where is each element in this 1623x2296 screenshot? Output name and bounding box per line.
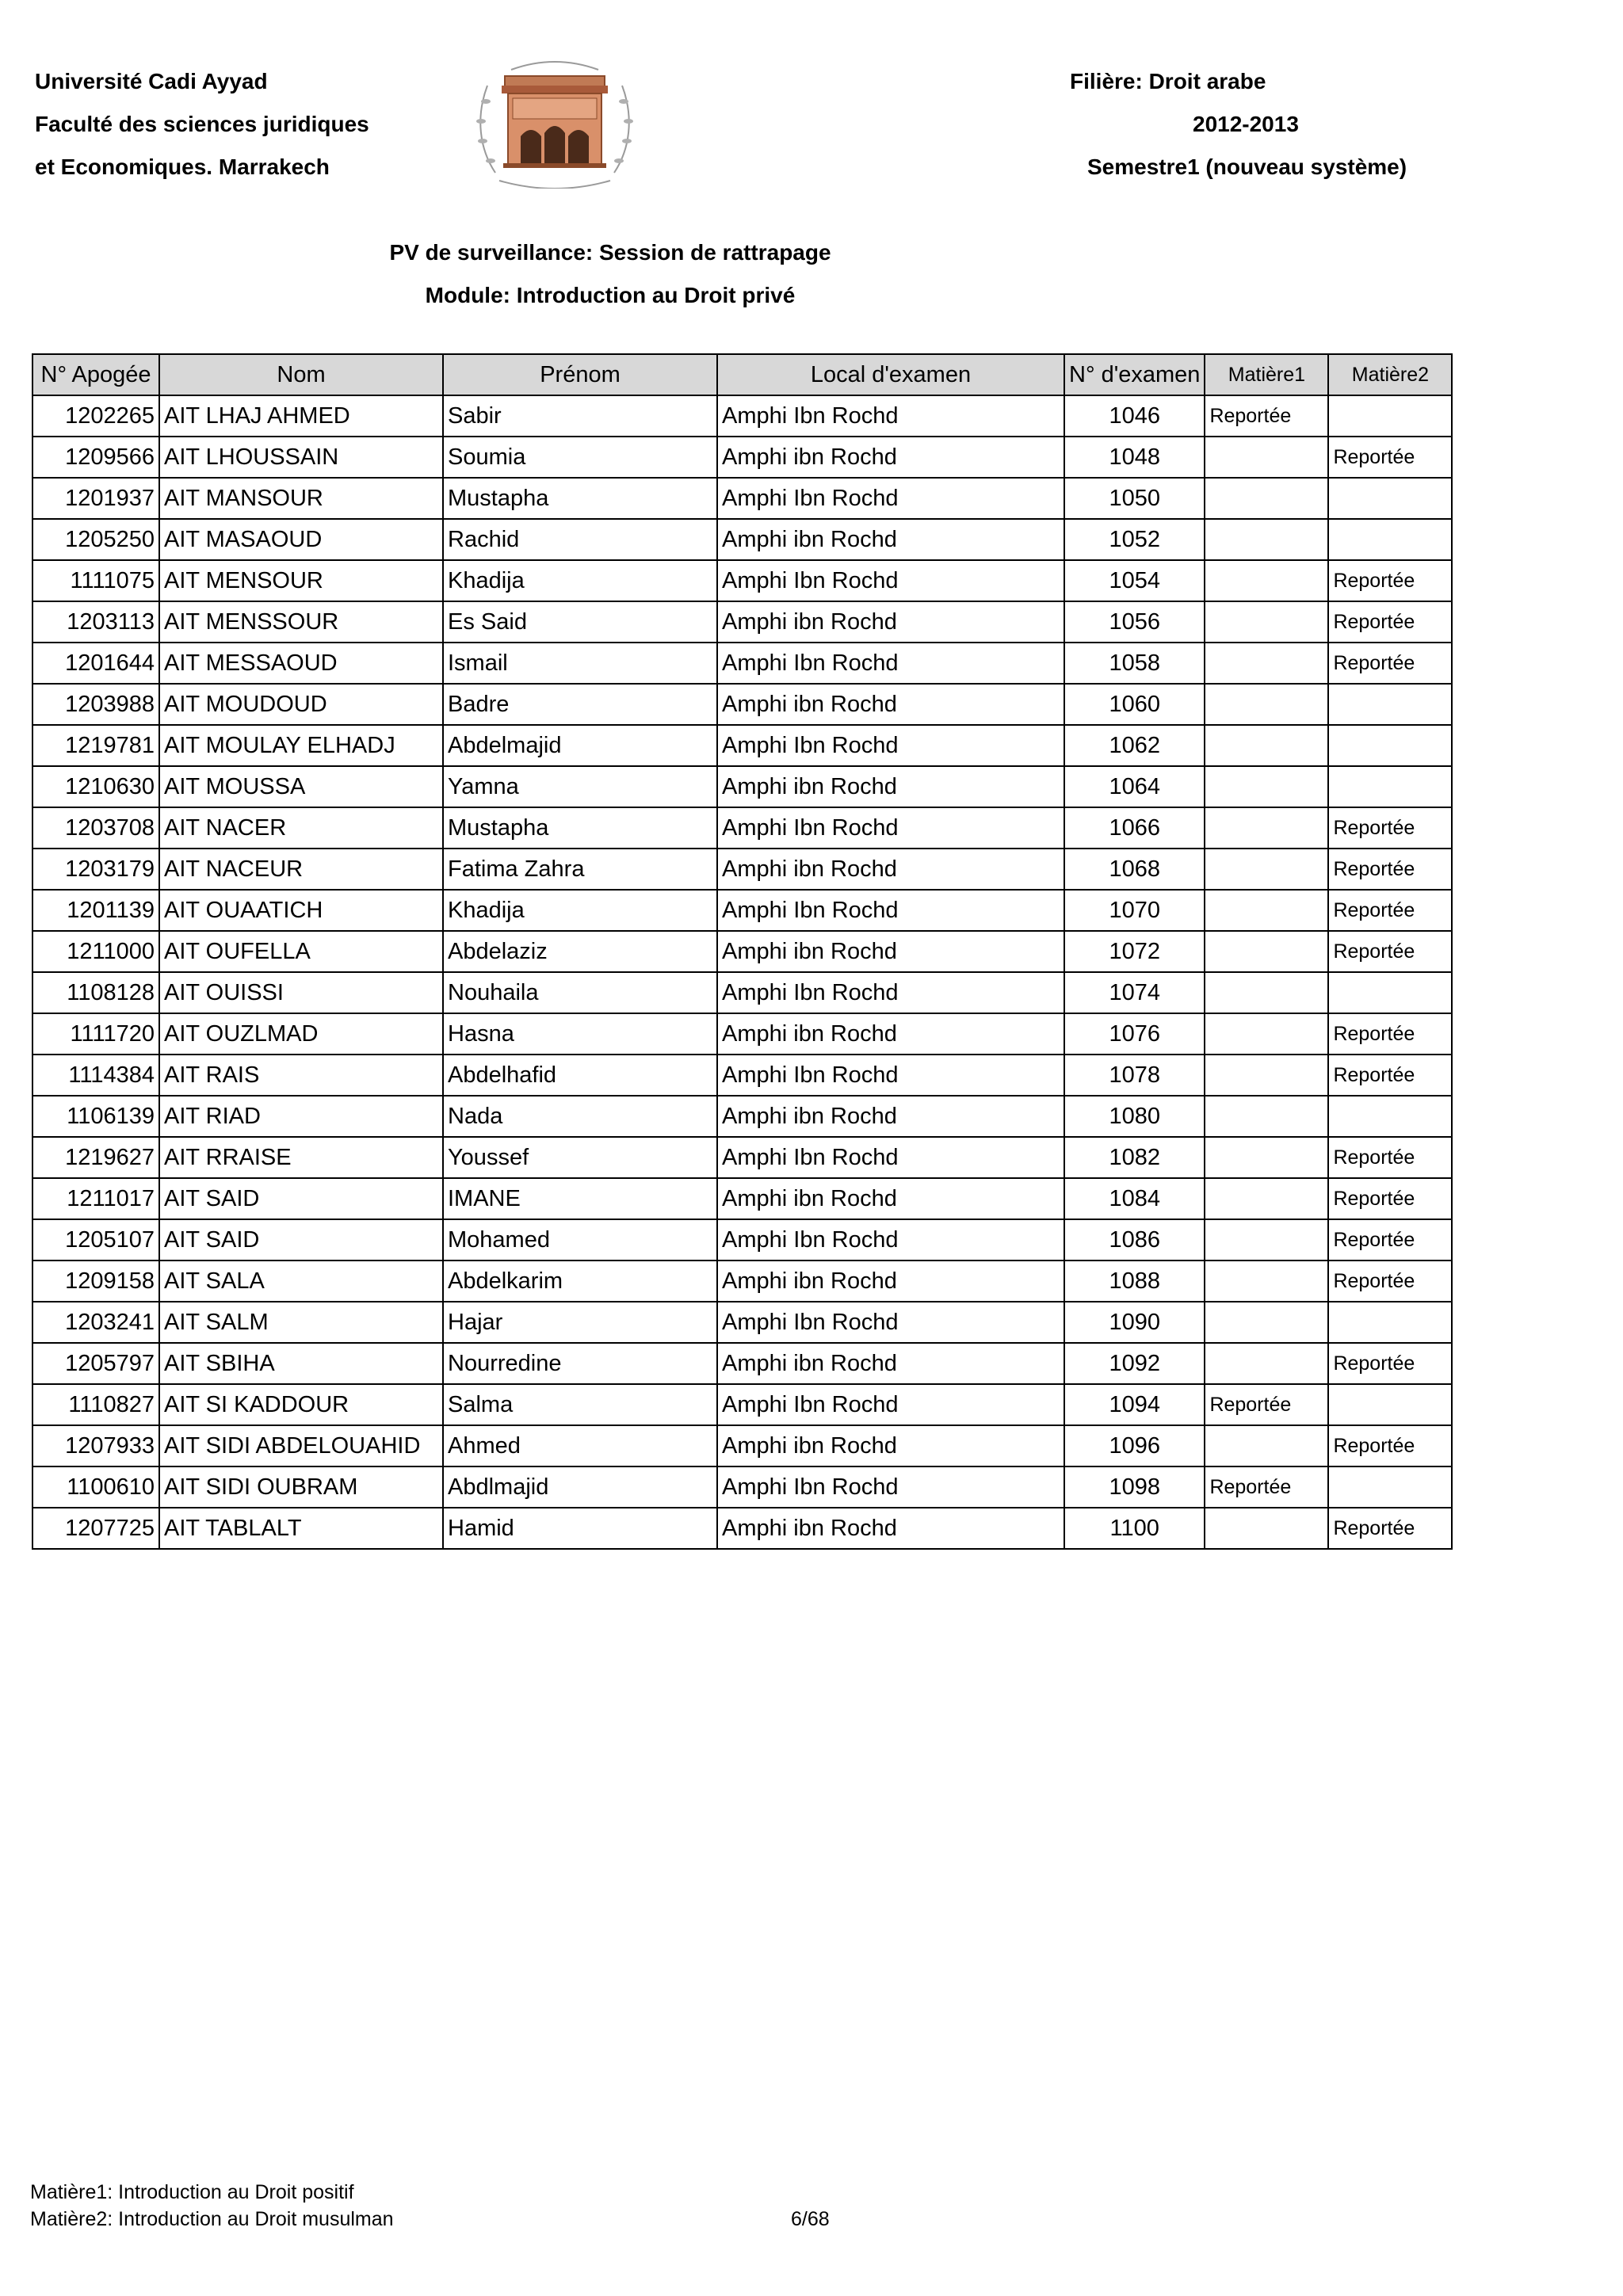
cell-exam-number: 1080 <box>1064 1096 1205 1137</box>
cell-nom: AIT MENSOUR <box>159 560 443 601</box>
table-row <box>32 437 1452 478</box>
students-table <box>32 353 1453 1550</box>
cell-matiere1 <box>1205 849 1328 890</box>
cell-prenom: Khadija <box>443 890 717 931</box>
cell-prenom: Salma <box>443 1384 717 1425</box>
cell-local: Amphi ibn Rochd <box>717 1261 1064 1302</box>
cell-apogee: 1106139 <box>32 1096 159 1137</box>
cell-prenom: Soumia <box>443 437 717 478</box>
cell-apogee: 1207725 <box>32 1508 159 1549</box>
cell-matiere1 <box>1205 766 1328 807</box>
cell-matiere2: Reportée <box>1328 807 1452 849</box>
cell-apogee: 1110827 <box>32 1384 159 1425</box>
cell-matiere2: Reportée <box>1328 643 1452 684</box>
cell-matiere2 <box>1328 1466 1452 1508</box>
cell-local: Amphi ibn Rochd <box>717 437 1064 478</box>
cell-prenom: Ahmed <box>443 1425 717 1466</box>
cell-matiere2 <box>1328 684 1452 725</box>
document-titles <box>333 239 888 325</box>
cell-matiere2 <box>1328 766 1452 807</box>
cell-prenom: Abdlmajid <box>443 1466 717 1508</box>
table-row <box>32 1219 1452 1261</box>
cell-exam-number: 1048 <box>1064 437 1205 478</box>
cell-local: Amphi ibn Rochd <box>717 519 1064 560</box>
cell-prenom: Nada <box>443 1096 717 1137</box>
cell-exam-number: 1082 <box>1064 1137 1205 1178</box>
cell-local: Amphi Ibn Rochd <box>717 1055 1064 1096</box>
cell-matiere1: Reportée <box>1205 395 1328 437</box>
cell-apogee: 1111075 <box>32 560 159 601</box>
cell-local: Amphi ibn Rochd <box>717 1096 1064 1137</box>
university-header <box>35 68 369 196</box>
cell-matiere2 <box>1328 395 1452 437</box>
table-row <box>32 1096 1452 1137</box>
cell-local: Amphi ibn Rochd <box>717 1013 1064 1055</box>
cell-matiere1 <box>1205 931 1328 972</box>
table-row <box>32 1137 1452 1178</box>
cell-nom: AIT OUFELLA <box>159 931 443 972</box>
table-row <box>32 643 1452 684</box>
cell-exam-number: 1096 <box>1064 1425 1205 1466</box>
cell-matiere2: Reportée <box>1328 1013 1452 1055</box>
cell-matiere1 <box>1205 560 1328 601</box>
academic-year: 2012-2013 <box>1193 112 1299 136</box>
cell-apogee: 1203988 <box>32 684 159 725</box>
cell-apogee: 1203113 <box>32 601 159 643</box>
cell-apogee: 1209158 <box>32 1261 159 1302</box>
cell-matiere1 <box>1205 807 1328 849</box>
cell-prenom: Es Said <box>443 601 717 643</box>
cell-nom: AIT RRAISE <box>159 1137 443 1178</box>
cell-exam-number: 1078 <box>1064 1055 1205 1096</box>
cell-prenom: Khadija <box>443 560 717 601</box>
cell-matiere1 <box>1205 890 1328 931</box>
cell-apogee: 1210630 <box>32 766 159 807</box>
cell-matiere2: Reportée <box>1328 1219 1452 1261</box>
table-row <box>32 1384 1452 1425</box>
university-name: Université Cadi Ayyad <box>35 69 268 93</box>
cell-prenom: Ismail <box>443 643 717 684</box>
cell-exam-number: 1056 <box>1064 601 1205 643</box>
table-header-row <box>32 354 1452 395</box>
cell-exam-number: 1050 <box>1064 478 1205 519</box>
cell-prenom: Abdelmajid <box>443 725 717 766</box>
cell-exam-number: 1070 <box>1064 890 1205 931</box>
table-row <box>32 1261 1452 1302</box>
cell-apogee: 1201139 <box>32 890 159 931</box>
cell-nom: AIT RAIS <box>159 1055 443 1096</box>
cell-prenom: Mustapha <box>443 807 717 849</box>
cell-matiere1 <box>1205 1302 1328 1343</box>
cell-matiere2 <box>1328 1096 1452 1137</box>
cell-prenom: IMANE <box>443 1178 717 1219</box>
cell-matiere1 <box>1205 1137 1328 1178</box>
table-row <box>32 560 1452 601</box>
cell-apogee: 1203241 <box>32 1302 159 1343</box>
table-row <box>32 601 1452 643</box>
table-row <box>32 849 1452 890</box>
table-row <box>32 519 1452 560</box>
table-row <box>32 1013 1452 1055</box>
cell-matiere2: Reportée <box>1328 1137 1452 1178</box>
semester: Semestre1 (nouveau système) <box>1087 154 1407 179</box>
cell-exam-number: 1060 <box>1064 684 1205 725</box>
cell-local: Amphi Ibn Rochd <box>717 807 1064 849</box>
column-header-prenom: Prénom <box>443 354 717 395</box>
cell-local: Amphi ibn Rochd <box>717 1343 1064 1384</box>
table-body <box>32 395 1452 1549</box>
cell-exam-number: 1090 <box>1064 1302 1205 1343</box>
column-header-nom: Nom <box>159 354 443 395</box>
cell-matiere1 <box>1205 1508 1328 1549</box>
cell-prenom: Abdelhafid <box>443 1055 717 1096</box>
cell-matiere1 <box>1205 478 1328 519</box>
cell-apogee: 1201937 <box>32 478 159 519</box>
cell-nom: AIT MENSSOUR <box>159 601 443 643</box>
table-row <box>32 395 1452 437</box>
cell-exam-number: 1094 <box>1064 1384 1205 1425</box>
cell-prenom: Hamid <box>443 1508 717 1549</box>
column-header-local: Local d'examen <box>717 354 1064 395</box>
cell-local: Amphi ibn Rochd <box>717 849 1064 890</box>
cell-matiere2: Reportée <box>1328 1261 1452 1302</box>
cell-nom: AIT OUAATICH <box>159 890 443 931</box>
cell-nom: AIT SBIHA <box>159 1343 443 1384</box>
cell-prenom: Mohamed <box>443 1219 717 1261</box>
cell-prenom: Abdelkarim <box>443 1261 717 1302</box>
column-header-matiere2: Matière2 <box>1328 354 1452 395</box>
cell-matiere1 <box>1205 1219 1328 1261</box>
cell-prenom: Hajar <box>443 1302 717 1343</box>
cell-matiere1 <box>1205 643 1328 684</box>
cell-matiere2: Reportée <box>1328 1508 1452 1549</box>
cell-nom: AIT SIDI ABDELOUAHID <box>159 1425 443 1466</box>
legend-matiere2: Matière2: Introduction au Droit musulman <box>30 2208 394 2230</box>
session-title: PV de surveillance: Session de rattrapage <box>389 240 831 265</box>
cell-apogee: 1211000 <box>32 931 159 972</box>
cell-local: Amphi Ibn Rochd <box>717 1384 1064 1425</box>
cell-nom: AIT MESSAOUD <box>159 643 443 684</box>
cell-matiere1 <box>1205 437 1328 478</box>
cell-exam-number: 1076 <box>1064 1013 1205 1055</box>
table-row <box>32 1302 1452 1343</box>
cell-nom: AIT MOULAY ELHADJ <box>159 725 443 766</box>
cell-matiere1 <box>1205 725 1328 766</box>
cell-apogee: 1114384 <box>32 1055 159 1096</box>
cell-matiere2: Reportée <box>1328 931 1452 972</box>
cell-apogee: 1100610 <box>32 1466 159 1508</box>
cell-exam-number: 1054 <box>1064 560 1205 601</box>
cell-matiere2: Reportée <box>1328 1425 1452 1466</box>
cell-apogee: 1219627 <box>32 1137 159 1178</box>
table-row <box>32 1466 1452 1508</box>
table-row <box>32 1425 1452 1466</box>
cell-exam-number: 1064 <box>1064 766 1205 807</box>
cell-matiere2: Reportée <box>1328 437 1452 478</box>
cell-matiere2 <box>1328 972 1452 1013</box>
cell-exam-number: 1074 <box>1064 972 1205 1013</box>
cell-local: Amphi ibn Rochd <box>717 1178 1064 1219</box>
cell-nom: AIT TABLALT <box>159 1508 443 1549</box>
table-row <box>32 807 1452 849</box>
cell-nom: AIT NACER <box>159 807 443 849</box>
cell-nom: AIT OUISSI <box>159 972 443 1013</box>
university-logo <box>464 54 646 189</box>
cell-local: Amphi Ibn Rochd <box>717 890 1064 931</box>
cell-matiere2 <box>1328 519 1452 560</box>
cell-apogee: 1108128 <box>32 972 159 1013</box>
cell-apogee: 1219781 <box>32 725 159 766</box>
cell-nom: AIT SALM <box>159 1302 443 1343</box>
cell-prenom: Nourredine <box>443 1343 717 1384</box>
cell-nom: AIT LHAJ AHMED <box>159 395 443 437</box>
cell-matiere1: Reportée <box>1205 1384 1328 1425</box>
column-header-matiere1: Matière1 <box>1205 354 1328 395</box>
cell-exam-number: 1098 <box>1064 1466 1205 1508</box>
legend-matiere1: Matière1: Introduction au Droit positif <box>30 2181 354 2203</box>
cell-local: Amphi Ibn Rochd <box>717 560 1064 601</box>
cell-matiere2: Reportée <box>1328 849 1452 890</box>
faculty-city: et Economiques. Marrakech <box>35 154 330 179</box>
cell-prenom: Rachid <box>443 519 717 560</box>
cell-local: Amphi Ibn Rochd <box>717 1466 1064 1508</box>
cell-matiere2: Reportée <box>1328 601 1452 643</box>
table-row <box>32 1508 1452 1549</box>
program-name: Filière: Droit arabe <box>1070 69 1266 93</box>
cell-exam-number: 1046 <box>1064 395 1205 437</box>
cell-local: Amphi Ibn Rochd <box>717 395 1064 437</box>
cell-matiere2: Reportée <box>1328 1178 1452 1219</box>
cell-nom: AIT SAID <box>159 1178 443 1219</box>
footer-legend <box>30 2179 394 2233</box>
cell-local: Amphi ibn Rochd <box>717 931 1064 972</box>
cell-apogee: 1203179 <box>32 849 159 890</box>
cell-matiere1 <box>1205 1013 1328 1055</box>
cell-prenom: Hasna <box>443 1013 717 1055</box>
table-row <box>32 684 1452 725</box>
table-row <box>32 1178 1452 1219</box>
cell-matiere1 <box>1205 972 1328 1013</box>
cell-exam-number: 1072 <box>1064 931 1205 972</box>
cell-matiere2 <box>1328 1302 1452 1343</box>
cell-apogee: 1201644 <box>32 643 159 684</box>
cell-exam-number: 1086 <box>1064 1219 1205 1261</box>
cell-matiere1 <box>1205 601 1328 643</box>
cell-local: Amphi Ibn Rochd <box>717 1137 1064 1178</box>
cell-local: Amphi Ibn Rochd <box>717 1219 1064 1261</box>
cell-nom: AIT SALA <box>159 1261 443 1302</box>
cell-matiere1 <box>1205 684 1328 725</box>
cell-matiere1 <box>1205 1178 1328 1219</box>
column-header-exam-number: N° d'examen <box>1064 354 1205 395</box>
cell-matiere1 <box>1205 519 1328 560</box>
cell-prenom: Youssef <box>443 1137 717 1178</box>
cell-apogee: 1205797 <box>32 1343 159 1384</box>
table-row <box>32 766 1452 807</box>
cell-local: Amphi Ibn Rochd <box>717 1302 1064 1343</box>
cell-exam-number: 1100 <box>1064 1508 1205 1549</box>
cell-matiere2 <box>1328 478 1452 519</box>
cell-local: Amphi ibn Rochd <box>717 601 1064 643</box>
cell-prenom: Sabir <box>443 395 717 437</box>
faculty-name: Faculté des sciences juridiques <box>35 112 369 136</box>
cell-apogee: 1205107 <box>32 1219 159 1261</box>
cell-prenom: Badre <box>443 684 717 725</box>
cell-prenom: Yamna <box>443 766 717 807</box>
table-row <box>32 725 1452 766</box>
cell-local: Amphi ibn Rochd <box>717 766 1064 807</box>
cell-apogee: 1205250 <box>32 519 159 560</box>
cell-nom: AIT MASAOUD <box>159 519 443 560</box>
cell-apogee: 1211017 <box>32 1178 159 1219</box>
cell-prenom: Nouhaila <box>443 972 717 1013</box>
cell-local: Amphi Ibn Rochd <box>717 972 1064 1013</box>
cell-prenom: Abdelaziz <box>443 931 717 972</box>
cell-nom: AIT LHOUSSAIN <box>159 437 443 478</box>
cell-prenom: Mustapha <box>443 478 717 519</box>
program-header <box>1030 68 1474 196</box>
cell-matiere1 <box>1205 1261 1328 1302</box>
cell-nom: AIT NACEUR <box>159 849 443 890</box>
cell-exam-number: 1052 <box>1064 519 1205 560</box>
cell-exam-number: 1058 <box>1064 643 1205 684</box>
cell-exam-number: 1068 <box>1064 849 1205 890</box>
cell-matiere1: Reportée <box>1205 1466 1328 1508</box>
cell-matiere2: Reportée <box>1328 560 1452 601</box>
module-title: Module: Introduction au Droit privé <box>425 283 796 307</box>
table-row <box>32 1343 1452 1384</box>
cell-matiere1 <box>1205 1055 1328 1096</box>
cell-nom: AIT MOUSSA <box>159 766 443 807</box>
cell-apogee: 1207933 <box>32 1425 159 1466</box>
table-row <box>32 890 1452 931</box>
cell-exam-number: 1092 <box>1064 1343 1205 1384</box>
table-row <box>32 972 1452 1013</box>
cell-prenom: Fatima Zahra <box>443 849 717 890</box>
table-row <box>32 478 1452 519</box>
page-number: 6/68 <box>791 2208 830 2230</box>
cell-exam-number: 1066 <box>1064 807 1205 849</box>
cell-local: Amphi Ibn Rochd <box>717 478 1064 519</box>
cell-apogee: 1203708 <box>32 807 159 849</box>
cell-exam-number: 1062 <box>1064 725 1205 766</box>
cell-nom: AIT OUZLMAD <box>159 1013 443 1055</box>
cell-exam-number: 1088 <box>1064 1261 1205 1302</box>
cell-local: Amphi ibn Rochd <box>717 1508 1064 1549</box>
column-header-apogee: N° Apogée <box>32 354 159 395</box>
cell-exam-number: 1084 <box>1064 1178 1205 1219</box>
cell-matiere2: Reportée <box>1328 1343 1452 1384</box>
cell-nom: AIT SIDI OUBRAM <box>159 1466 443 1508</box>
cell-matiere2 <box>1328 725 1452 766</box>
cell-apogee: 1209566 <box>32 437 159 478</box>
cell-matiere2: Reportée <box>1328 1055 1452 1096</box>
cell-matiere2: Reportée <box>1328 890 1452 931</box>
cell-local: Amphi Ibn Rochd <box>717 725 1064 766</box>
cell-matiere1 <box>1205 1096 1328 1137</box>
cell-apogee: 1111720 <box>32 1013 159 1055</box>
cell-nom: AIT SI KADDOUR <box>159 1384 443 1425</box>
cell-apogee: 1202265 <box>32 395 159 437</box>
cell-matiere2 <box>1328 1384 1452 1425</box>
cell-nom: AIT MOUDOUD <box>159 684 443 725</box>
cell-nom: AIT MANSOUR <box>159 478 443 519</box>
cell-local: Amphi Ibn Rochd <box>717 643 1064 684</box>
table-row <box>32 1055 1452 1096</box>
cell-nom: AIT RIAD <box>159 1096 443 1137</box>
cell-matiere1 <box>1205 1343 1328 1384</box>
cell-local: Amphi ibn Rochd <box>717 1425 1064 1466</box>
cell-nom: AIT SAID <box>159 1219 443 1261</box>
cell-local: Amphi ibn Rochd <box>717 684 1064 725</box>
table-row <box>32 931 1452 972</box>
cell-matiere1 <box>1205 1425 1328 1466</box>
